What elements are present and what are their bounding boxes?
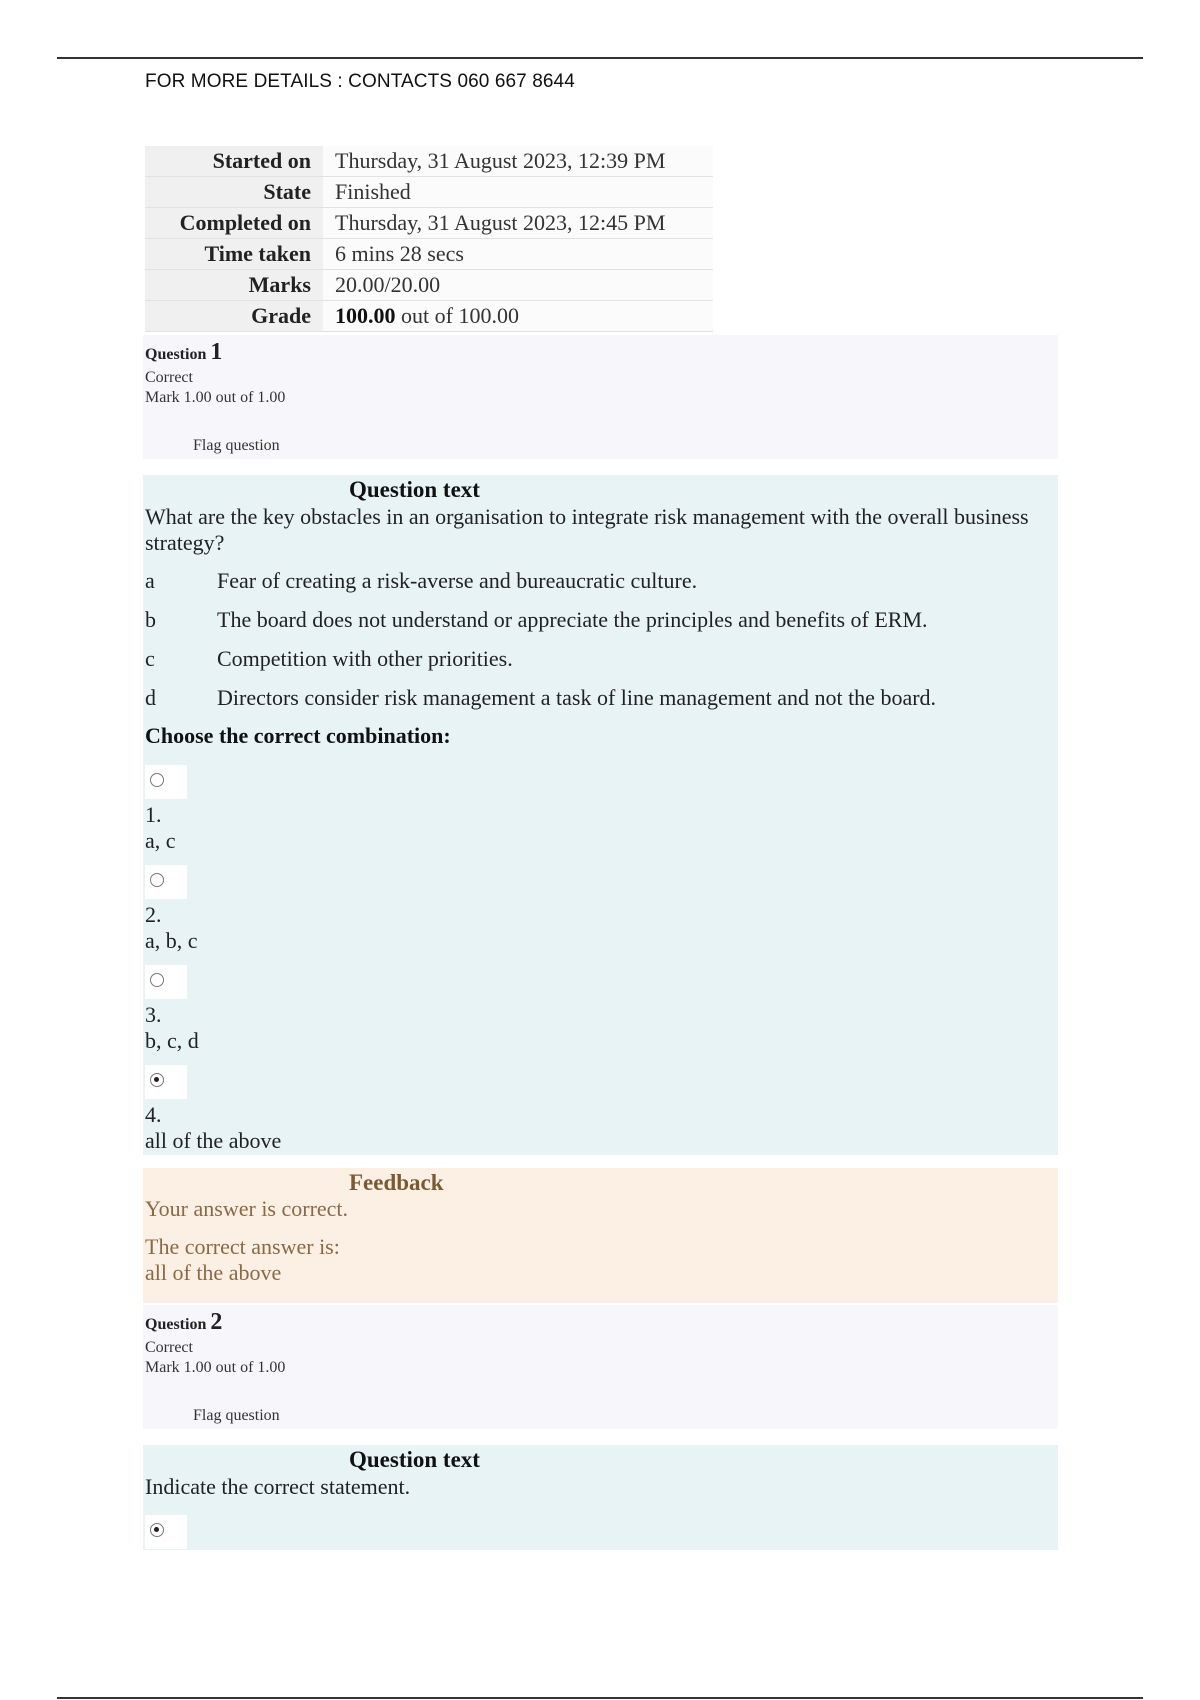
option-letter: a	[145, 568, 155, 593]
answer-2-radio-box[interactable]	[145, 865, 187, 899]
summary-value: Thursday, 31 August 2023, 12:39 PM	[323, 146, 713, 177]
question-1-heading	[145, 339, 222, 366]
option-b	[145, 607, 1045, 633]
question-prefix: Question	[145, 1316, 207, 1333]
question-1-prompt: What are the key obstacles in an organisation to integrate risk management with the overall business strategy?	[145, 504, 1029, 555]
question-2-state: Correct	[145, 1339, 193, 1356]
radio-unchecked-icon[interactable]	[150, 773, 164, 787]
bottom-rule	[57, 1697, 1143, 1699]
question-2-prompt: Indicate the correct statement.	[145, 1474, 411, 1499]
option-letter: d	[145, 685, 156, 710]
question-2-heading	[145, 1309, 222, 1336]
question-2-info	[143, 1305, 1058, 1429]
flag-question-2-link[interactable]: Flag question	[193, 1407, 280, 1424]
choose-instruction: Choose the correct combination:	[145, 723, 451, 748]
summary-row-completed	[145, 208, 713, 239]
question-1-feedback	[143, 1168, 1058, 1303]
summary-row-grade	[145, 301, 713, 332]
summary-row-started	[145, 146, 713, 177]
radio-checked-icon[interactable]	[150, 1523, 164, 1537]
question-1-info	[143, 335, 1058, 459]
contact-header: FOR MORE DETAILS : CONTACTS 060 667 8644	[145, 71, 575, 92]
summary-value: Finished	[323, 177, 713, 208]
summary-row-marks	[145, 270, 713, 301]
summary-value: Thursday, 31 August 2023, 12:45 PM	[323, 208, 713, 239]
option-a	[145, 568, 1045, 594]
feedback-correct-label: The correct answer is:	[145, 1234, 340, 1259]
feedback-result: Your answer is correct.	[145, 1196, 349, 1221]
answer-4-text: all of the above	[145, 1128, 282, 1153]
question-2-text-block	[143, 1445, 1058, 1550]
feedback-title: Feedback	[349, 1170, 444, 1195]
summary-label: Completed on	[145, 208, 323, 239]
answer-4-radio-box[interactable]	[145, 1065, 187, 1099]
question-2-mark: Mark 1.00 out of 1.00	[145, 1359, 286, 1376]
question-text-title: Question text	[349, 477, 480, 502]
summary-label: Marks	[145, 270, 323, 301]
answer-3-number: 3.	[145, 1002, 162, 1027]
question-prefix: Question	[145, 346, 207, 363]
top-rule	[57, 57, 1143, 59]
answer-3-radio-box[interactable]	[145, 965, 187, 999]
attempt-summary-table	[145, 146, 713, 332]
question-number: 1	[210, 339, 223, 365]
question-number: 2	[210, 1309, 223, 1335]
answer-2-number: 2.	[145, 902, 162, 927]
question-1-state: Correct	[145, 369, 193, 386]
flag-question-1-link[interactable]: Flag question	[193, 437, 280, 454]
question-1-mark: Mark 1.00 out of 1.00	[145, 389, 286, 406]
summary-row-state	[145, 177, 713, 208]
radio-checked-icon[interactable]	[150, 1073, 164, 1087]
summary-value: 20.00/20.00	[323, 270, 713, 301]
q2-answer-1-radio-box[interactable]	[145, 1515, 187, 1549]
summary-value: 6 mins 28 secs	[323, 239, 713, 270]
summary-grade-value	[323, 301, 713, 332]
grade-suffix: out of 100.00	[395, 303, 519, 328]
option-text: Fear of creating a risk-averse and bureaucratic culture.	[217, 568, 698, 593]
option-letter: c	[145, 646, 155, 671]
radio-unchecked-icon[interactable]	[150, 873, 164, 887]
option-letter: b	[145, 607, 156, 632]
answer-4-number: 4.	[145, 1102, 162, 1127]
feedback-correct-value: all of the above	[145, 1260, 282, 1285]
option-c	[145, 646, 1045, 672]
option-text: The board does not understand or appreciate the principles and benefits of ERM.	[217, 607, 928, 632]
option-d	[145, 685, 1045, 711]
answer-2-text: a, b, c	[145, 928, 198, 953]
question-1-text-block	[143, 475, 1058, 1155]
answer-1-radio-box[interactable]	[145, 765, 187, 799]
option-text: Directors consider risk management a task of line management and not the board.	[217, 685, 937, 710]
answer-1-number: 1.	[145, 802, 162, 827]
summary-label: Started on	[145, 146, 323, 177]
summary-label: Grade	[145, 301, 323, 332]
answer-1-text: a, c	[145, 828, 176, 853]
radio-unchecked-icon[interactable]	[150, 973, 164, 987]
option-text: Competition with other priorities.	[217, 646, 513, 671]
grade-score: 100.00	[335, 303, 396, 328]
summary-label: Time taken	[145, 239, 323, 270]
summary-row-time-taken	[145, 239, 713, 270]
question-text-title: Question text	[349, 1447, 480, 1472]
answer-3-text: b, c, d	[145, 1028, 199, 1053]
summary-label: State	[145, 177, 323, 208]
